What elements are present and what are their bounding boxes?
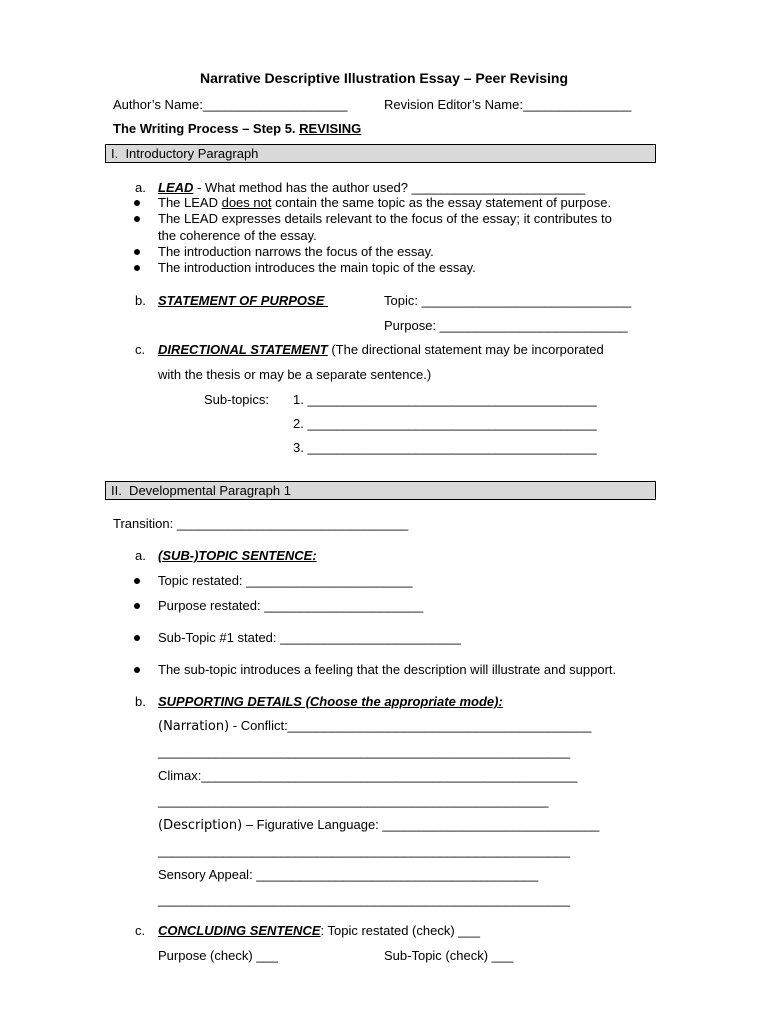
subtopic-check-field: Sub-Topic (check) ___ — [384, 948, 514, 963]
conflict-text: - Conflict:__________________________________________ — [229, 718, 592, 733]
sub-topic-sentence-label: (SUB-)TOPIC SENTENCE: — [158, 548, 317, 563]
lead-bullet-2-line-2: the coherence of the essay. — [158, 228, 317, 243]
bullet-underlined-text: does not — [221, 195, 272, 210]
subtopic-line-3: 3. ________________________________________ — [293, 440, 597, 455]
item-marker-c: c. — [135, 923, 146, 938]
purpose-restated-field: Purpose restated: ______________________ — [158, 598, 424, 613]
revising-label: REVISING — [299, 121, 362, 136]
page-title: Narrative Descriptive Illustration Essay – Peer Revising — [199, 70, 569, 86]
item-marker-c: c. — [135, 342, 146, 357]
item-marker-a: a. — [135, 548, 146, 563]
lead-bullet-1 — [158, 195, 611, 211]
concluding-sentence-label: CONCLUDING SENTENCE — [158, 923, 321, 938]
author-name-field: Author’s Name:____________________ — [113, 97, 348, 112]
lead-question-text: - What method has the author used? ________________________ — [193, 180, 586, 195]
bullet-icon — [134, 603, 140, 609]
sensory-appeal-field: Sensory Appeal: _______________________________________ — [158, 867, 539, 882]
bullet-text: The LEAD — [158, 195, 222, 210]
lead-label: LEAD — [158, 180, 194, 195]
lead-bullet-4: The introduction introduces the main topic of the essay. — [158, 260, 476, 275]
bullet-text: contain the same topic as the essay statement of purpose. — [271, 195, 612, 210]
narration-conflict-field — [158, 718, 591, 735]
topic-restated-field: Topic restated: _______________________ — [158, 573, 413, 588]
section-heading-label: I. Introductory Paragraph — [111, 146, 259, 161]
subtopics-label: Sub-topics: — [204, 392, 270, 407]
lead-bullet-2-line-1: The LEAD expresses details relevant to the focus of the essay; it contributes to — [158, 211, 612, 226]
directional-statement-line-2: with the thesis or may be a separate sentence.) — [158, 367, 432, 382]
bullet-icon — [134, 578, 140, 584]
sensory-line-2: _________________________________________________________ — [158, 892, 571, 907]
climax-line-2: ______________________________________________________ — [158, 793, 549, 808]
directional-statement-text: (The directional statement may be incorporated — [327, 342, 604, 357]
subtopic-line-2: 2. ________________________________________ — [293, 416, 597, 431]
revision-editor-name-field: Revision Editor’s Name:_______________ — [384, 97, 632, 112]
transition-field: Transition: ________________________________ — [113, 516, 409, 531]
item-marker-b: b. — [135, 293, 146, 308]
bullet-icon — [134, 667, 140, 673]
figurative-line-2: _________________________________________________________ — [158, 843, 571, 858]
bullet-icon — [134, 249, 140, 255]
concluding-sentence — [158, 923, 480, 939]
purpose-field: Purpose: __________________________ — [384, 318, 628, 333]
bullet-icon — [134, 216, 140, 222]
narration-label: (Narration) — [158, 719, 230, 734]
concluding-text: : Topic restated (check) ___ — [320, 923, 480, 938]
lead-bullet-3: The introduction narrows the focus of the essay. — [158, 244, 434, 259]
directional-statement — [158, 342, 604, 358]
conflict-line-2: _________________________________________________________ — [158, 744, 571, 759]
writing-process-heading — [113, 121, 361, 137]
subtopic-stated-field: Sub-Topic #1 stated: _________________________ — [158, 630, 461, 645]
item-marker-a: a. — [135, 180, 146, 195]
lead-question — [158, 180, 585, 196]
bullet-icon — [134, 200, 140, 206]
directional-statement-label: DIRECTIONAL STATEMENT — [158, 342, 328, 357]
description-figurative-field — [158, 817, 599, 834]
section-heading-label: II. Developmental Paragraph 1 — [111, 483, 291, 498]
purpose-check-field: Purpose (check) ___ — [158, 948, 278, 963]
writing-process-label: The Writing Process – Step 5. — [113, 121, 296, 136]
description-label: (Description) — [158, 818, 243, 833]
statement-of-purpose-label: STATEMENT OF PURPOSE — [158, 293, 328, 308]
section-introductory-paragraph-heading — [105, 144, 656, 163]
bullet-icon — [134, 635, 140, 641]
bullet-icon — [134, 265, 140, 271]
figurative-text: – Figurative Language: ______________________________ — [242, 817, 600, 832]
subtopic-line-1: 1. ________________________________________ — [293, 392, 597, 407]
subtopic-feeling-text: The sub-topic introduces a feeling that the description will illustrate and support. — [158, 662, 617, 677]
topic-field: Topic: _____________________________ — [384, 293, 632, 308]
climax-field: Climax:____________________________________________________ — [158, 768, 578, 783]
section-developmental-paragraph-heading — [105, 481, 656, 500]
item-marker-b: b. — [135, 694, 146, 709]
supporting-details-label: SUPPORTING DETAILS (Choose the appropriate mode): — [158, 694, 503, 709]
